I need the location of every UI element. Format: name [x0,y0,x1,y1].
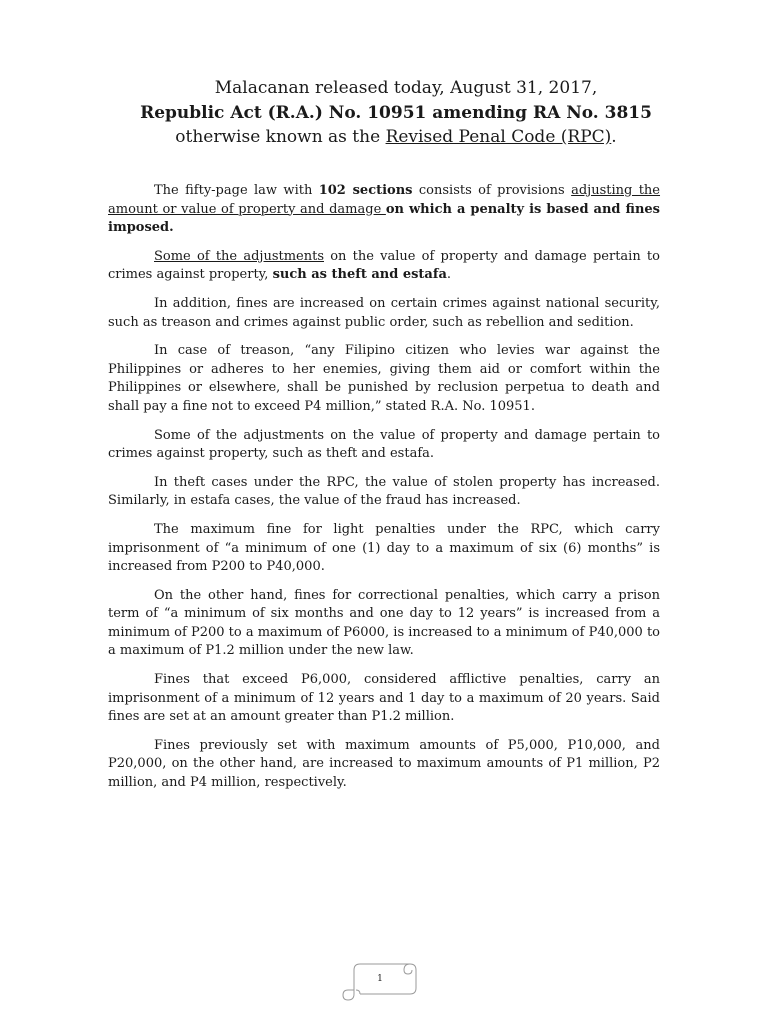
p1-underlined: adjusting the amount or value of property and damage [108,183,661,217]
p2-bold: such as theft and estafa [272,267,447,283]
paragraph-4: In case of treason, “any Filipino citizen who levies war against the Philippines or adheres to her enemies, giving them aid or comfort within the Philippines or elsewhere, shall be punished by reclusion perpetua to death and shall pay a fine not to exceed P4 million,” stated R.A. No. 10951. [108,343,660,414]
paragraph-7: The maximum fine for light penalties under the RPC, which carry imprisonment of “a minimum of one (1) day to a maximum of six (6) months” is increased from P200 to P40,000. [108,521,660,575]
title-ra-reference: Republic Act (R.A.) No. 10951 amending RA No. 3815 [140,102,652,123]
title-line-1: Malacanan released today, August 31, 2017, [214,78,598,98]
title-code-name: Revised Penal Code (RPC) [385,127,612,147]
page-number-scroll [340,958,420,1002]
paragraph-2 [108,248,660,285]
paragraph-8: On the other hand, fines for correctional penalties, which carry a prison term of “a minimum of six months and one day to 12 years” is increased from a minimum of P200 to a maximum of P6000, is increased to a minimum of P40,000 to a maximum of P1.2 million under the new law. [108,587,660,659]
page-number: 1 [377,974,383,984]
document-title [96,76,696,150]
p1-sections-bold: 102 sections [318,183,413,198]
p2-text-d: . [446,267,452,283]
title-end: . [611,127,617,147]
p2-underlined: Some of the adjustments [154,248,324,264]
paragraph-5: Some of the adjustments on the value of property and damage pertain to crimes against property, such as theft and estafa. [108,427,660,462]
p1-text-c: consists of provisions [412,183,572,198]
p1-text-a: The fifty-page law with [154,183,319,198]
paragraph-6: In theft cases under the RPC, the value of stolen property has increased. Similarly, in estafa cases, the value of the fraud has increased. [108,474,660,509]
paragraph-10: Fines previously set with maximum amounts of P5,000, P10,000, and P20,000, on the other hand, are increased to maximum amounts of P1 million, P2 million, and P4 million, respectively. [108,737,660,791]
paragraph-9: Fines that exceed P6,000, considered afflictive penalties, carry an imprisonment of a minimum of 12 years and 1 day to a maximum of 20 years. Said fines are set at an amount greater than P1.2 million. [108,672,660,725]
document-body [108,182,660,803]
paragraph-3: In addition, fines are increased on certain crimes against national security, such as treason and crimes against public order, such as rebellion and sedition. [108,295,660,330]
paragraph-1 [108,182,660,238]
title-mid: otherwise known as the [175,127,386,147]
p2-text-b: on the value of property and damage pertain to crimes against property, [108,248,660,283]
p1-bold-end: on which a penalty is based and fines imposed. [108,201,660,236]
